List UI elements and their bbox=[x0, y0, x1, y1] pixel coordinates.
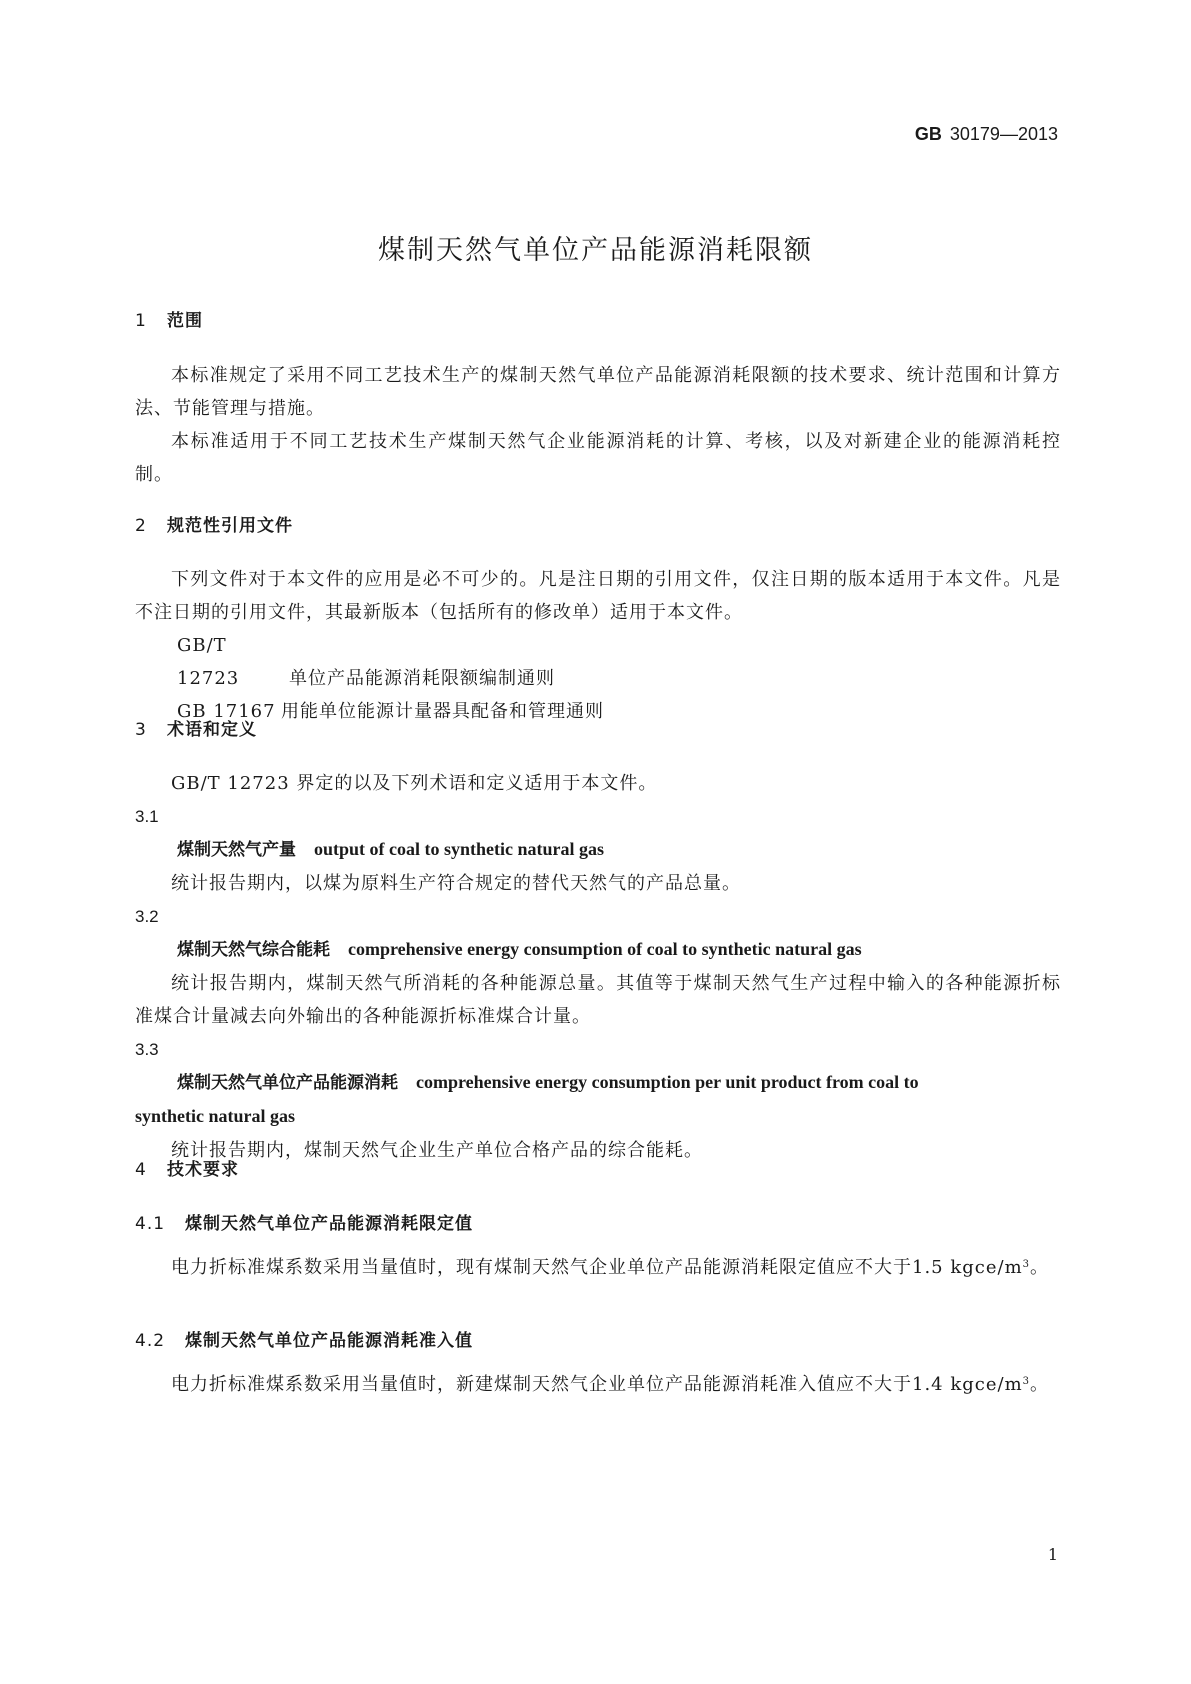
term-en: comprehensive energy consumption per unit product from coal to bbox=[416, 1072, 919, 1092]
reference-code: GB 17167 bbox=[177, 701, 276, 722]
reference-name: 用能单位能源计量器具配备和管理通则 bbox=[281, 701, 604, 722]
subsection-title: 煤制天然气单位产品能源消耗限定值 bbox=[185, 1214, 473, 1234]
paragraph: GB/T 12723 界定的以及下列术语和定义适用于本文件。 bbox=[171, 773, 658, 794]
subsection-number: 4.2 bbox=[135, 1331, 166, 1351]
term-entry bbox=[135, 833, 1061, 867]
section-2-body bbox=[135, 563, 1061, 728]
term-entry-continued bbox=[135, 1100, 1061, 1134]
reference-code: GB/T 12723 bbox=[177, 635, 240, 689]
requirement-text: 电力折标准煤系数采用当量值时，现有煤制天然气企业单位产品能源消耗限定值应不大于 bbox=[171, 1257, 912, 1278]
subsection-number: 4.1 bbox=[135, 1214, 166, 1234]
term-number: 3.2 bbox=[135, 907, 159, 926]
term-entry bbox=[135, 933, 1061, 967]
unit-exponent: 3 bbox=[1022, 1376, 1031, 1387]
section-1-body bbox=[135, 359, 1061, 491]
section-number: 4 bbox=[135, 1160, 147, 1180]
term-en: synthetic natural gas bbox=[135, 1106, 296, 1126]
subsection-title: 煤制天然气单位产品能源消耗准入值 bbox=[185, 1331, 473, 1351]
term-entry bbox=[135, 1066, 1061, 1100]
sentence-end: 。 bbox=[1030, 1257, 1050, 1278]
term-definition: 统计报告期内，煤制天然气企业生产单位合格产品的综合能耗。 bbox=[171, 1140, 703, 1161]
term-zh: 煤制天然气综合能耗 bbox=[177, 940, 330, 960]
unit-exponent: 3 bbox=[1022, 1259, 1031, 1270]
term-definition: 统计报告期内，煤制天然气所消耗的各种能源总量。其值等于煤制天然气生产过程中输入的各种能源折标准煤合计量减去向外输出的各种能源折标准煤合计量。 bbox=[135, 973, 1061, 1027]
section-number: 3 bbox=[135, 720, 147, 740]
term-zh: 煤制天然气产量 bbox=[177, 840, 296, 860]
section-title: 术语和定义 bbox=[167, 720, 257, 740]
section-number: 2 bbox=[135, 516, 147, 536]
page-number: 1 bbox=[1047, 1545, 1058, 1564]
sentence-end: 。 bbox=[1030, 1374, 1050, 1395]
section-number: 1 bbox=[135, 311, 147, 331]
paragraph: 本标准规定了采用不同工艺技术生产的煤制天然气单位产品能源消耗限额的技术要求、统计范围和计算方法、节能管理与措施。 bbox=[135, 365, 1061, 419]
subsection-4-2-heading bbox=[135, 1326, 1061, 1351]
term-zh: 煤制天然气单位产品能源消耗 bbox=[177, 1073, 398, 1093]
term-definition: 统计报告期内，以煤为原料生产符合规定的替代天然气的产品总量。 bbox=[171, 873, 741, 894]
section-title: 规范性引用文件 bbox=[167, 516, 293, 536]
section-1-heading bbox=[135, 306, 1061, 331]
term-number: 3.3 bbox=[135, 1040, 159, 1059]
section-3-body bbox=[135, 767, 1061, 1167]
paragraph bbox=[135, 1248, 1061, 1284]
section-title: 范围 bbox=[167, 311, 203, 331]
reference-name: 单位产品能源消耗限额编制通则 bbox=[289, 668, 555, 689]
limit-value: 1.4 kgce/m bbox=[912, 1374, 1023, 1395]
section-4-heading bbox=[135, 1155, 1061, 1180]
subsection-4-2-body bbox=[135, 1365, 1061, 1401]
reference-item bbox=[135, 629, 1061, 695]
requirement-text: 电力折标准煤系数采用当量值时，新建煤制天然气企业单位产品能源消耗准入值应不大于 bbox=[171, 1374, 912, 1395]
limit-value: 1.5 kgce/m bbox=[912, 1257, 1023, 1278]
paragraph bbox=[135, 1365, 1061, 1401]
section-3-heading bbox=[135, 715, 1061, 740]
term-en: output of coal to synthetic natural gas bbox=[314, 839, 605, 859]
document-title: 煤制天然气单位产品能源消耗限额 bbox=[378, 235, 813, 266]
subsection-4-1-heading bbox=[135, 1209, 1061, 1234]
paragraph: 本标准适用于不同工艺技术生产煤制天然气企业能源消耗的计算、考核，以及对新建企业的能源消耗控制。 bbox=[135, 431, 1061, 485]
paragraph: 下列文件对于本文件的应用是必不可少的。凡是注日期的引用文件，仅注日期的版本适用于本文件。凡是不注日期的引用文件，其最新版本（包括所有的修改单）适用于本文件。 bbox=[135, 569, 1061, 623]
standard-code bbox=[915, 124, 1058, 145]
term-number: 3.1 bbox=[135, 807, 159, 826]
standard-number: 30179—2013 bbox=[949, 124, 1058, 144]
section-title: 技术要求 bbox=[167, 1160, 239, 1180]
standard-prefix: GB bbox=[914, 124, 942, 144]
subsection-4-1-body bbox=[135, 1248, 1061, 1284]
term-en: comprehensive energy consumption of coal to synthetic natural gas bbox=[348, 939, 862, 959]
section-2-heading bbox=[135, 511, 1061, 536]
